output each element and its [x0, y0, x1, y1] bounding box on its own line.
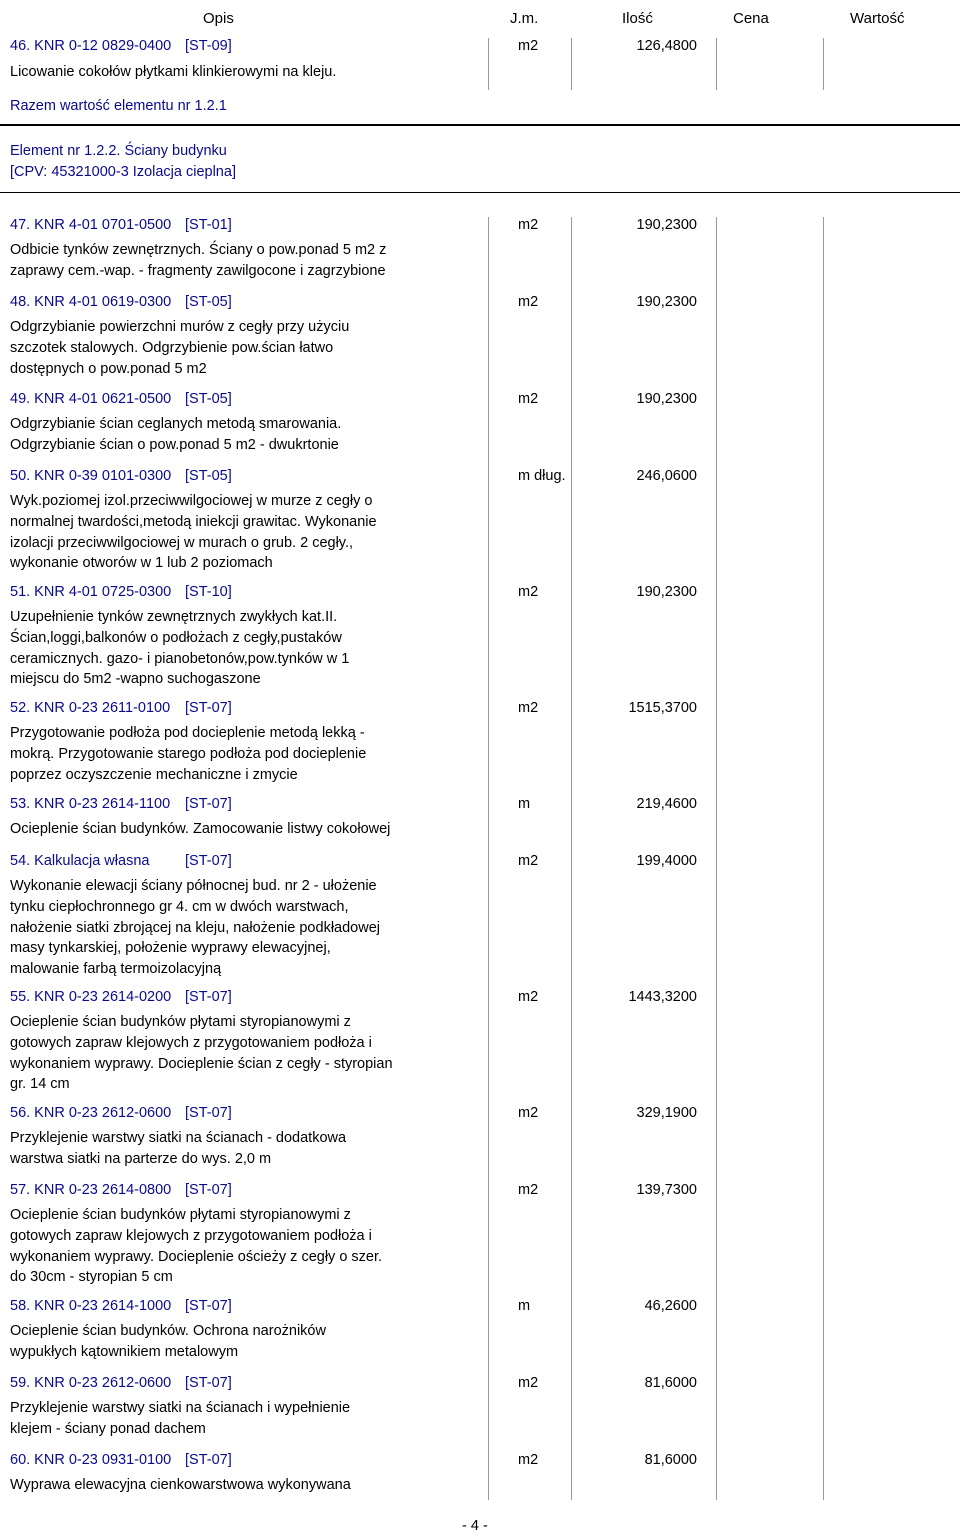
item-58-unit: m [518, 1298, 531, 1314]
item-53-desc [10, 819, 440, 840]
item-51-desc-line: ceramicznych. gazo- i pianobetonów,pow.tynków w 1 [10, 650, 350, 667]
item-56-desc-line: Przyklejenie warstwy siatki na ścianach - dodatkowa [10, 1130, 347, 1146]
item-58-position [10, 1298, 232, 1314]
item-48-spec: [ST-05] [185, 294, 232, 310]
item-59-desc [10, 1398, 440, 1440]
item-54-unit: m2 [518, 853, 539, 869]
item-54-position [10, 853, 232, 869]
item-48-desc [10, 317, 440, 379]
column-separator [488, 38, 489, 90]
item-51-spec: [ST-10] [185, 584, 232, 600]
item-52-unit: m2 [518, 700, 539, 716]
item-51-desc-line: Uzupełnienie tynków zewnętrznych zwykłych kat.II. [10, 609, 338, 625]
header-jm: J.m. [510, 10, 539, 27]
item-52-number: 52. KNR 0-23 2611-0100 [10, 700, 171, 716]
column-separator [716, 38, 717, 90]
item-59-number: 59. KNR 0-23 2612-0600 [10, 1375, 172, 1391]
item-56-desc [10, 1128, 440, 1170]
item-57-desc-line: Ocieplenie ścian budynków płytami styropianowymi z [10, 1207, 351, 1223]
item-53-unit: m [518, 796, 531, 812]
item-54-desc-line: malowanie farbą termoizolacyjną [10, 961, 222, 978]
item-55-desc-line: Ocieplenie ścian budynków płytami styropianowymi z [10, 1014, 351, 1030]
item-59-position [10, 1375, 232, 1391]
item-49-desc [10, 414, 440, 456]
item-60-spec: [ST-07] [185, 1452, 232, 1468]
item-57-desc-line: do 30cm - styropian 5 cm [10, 1269, 173, 1286]
item-53-spec: [ST-07] [185, 796, 232, 812]
item-55-qty: 1443,3200 [628, 989, 697, 1005]
item-47-desc-line: Odbicie tynków zewnętrznych. Ściany o pow.ponad 5 m2 z [10, 242, 387, 258]
item-50-desc [10, 491, 440, 574]
item-54-qty: 199,4000 [636, 853, 697, 869]
item-52-spec: [ST-07] [185, 700, 232, 716]
item-52-position [10, 700, 232, 716]
item-55-desc [10, 1012, 440, 1095]
item-56-qty: 329,1900 [636, 1105, 697, 1121]
item-55-desc-line: gotowych zapraw klejowych z przygotowaniem podłoża i [10, 1034, 372, 1051]
item-52-desc [10, 723, 440, 785]
header-cena: Cena [733, 10, 769, 27]
item-50-desc-line: izolacji przeciwwilgociowej w murach o grub. 2 cegły., [10, 534, 354, 551]
item-57-number: 57. KNR 0-23 2614-0800 [10, 1182, 172, 1198]
column-separator [823, 38, 824, 90]
item-60-desc [10, 1475, 440, 1496]
page-number: - 4 - [462, 1518, 488, 1534]
item-51-position [10, 584, 232, 600]
item-57-desc-line: wykonaniem wyprawy. Docieplenie ościeży z cegły o szer. [10, 1248, 383, 1265]
item-50-position [10, 468, 232, 484]
item-57-spec: [ST-07] [185, 1182, 232, 1198]
item-48-desc-line: Odgrzybianie powierzchni murów z cegły przy użyciu [10, 319, 350, 335]
item-57-unit: m2 [518, 1182, 539, 1198]
item-47-desc-line: zaprawy cem.-wap. - fragmenty zawilgocone i zagrzybione [10, 262, 386, 279]
header-ilosc: Ilość [622, 10, 653, 27]
item-50-unit: m dług. [518, 468, 566, 484]
item-51-number: 51. KNR 4-01 0725-0300 [10, 584, 172, 600]
item-57-qty: 139,7300 [636, 1182, 697, 1198]
item-48-desc-line: szczotek stalowych. Odgrzybienie pow.ścian łatwo [10, 339, 334, 356]
item-46-position [10, 38, 232, 54]
item-52-desc-line: poprzez oczyszczenie mechaniczne i zmycie [10, 766, 298, 783]
item-47-unit: m2 [518, 217, 539, 233]
item-46-unit: m2 [518, 38, 539, 54]
item-60-qty: 81,6000 [644, 1452, 697, 1468]
razem-label: Razem wartość elementu nr 1.2.1 [10, 98, 227, 114]
item-47-desc [10, 240, 440, 282]
element-divider [0, 192, 960, 193]
item-47-position [10, 217, 232, 233]
item-53-desc-line: Ocieplenie ścian budynków. Zamocowanie listwy cokołowej [10, 821, 391, 837]
item-55-position [10, 989, 232, 1005]
item-51-desc-line: miejscu do 5m2 -wapno suchogaszone [10, 671, 261, 688]
item-53-number: 53. KNR 0-23 2614-1100 [10, 796, 171, 812]
item-56-number: 56. KNR 0-23 2612-0600 [10, 1105, 172, 1121]
item-54-desc-line: tynku ciepłochronnego gr 4. cm w dwóch warstwach, [10, 898, 349, 915]
item-53-position [10, 796, 232, 812]
item-55-number: 55. KNR 0-23 2614-0200 [10, 989, 172, 1005]
item-47-qty: 190,2300 [636, 217, 697, 233]
item-46-desc: Licowanie cokołów płytkami klinkierowymi na kleju. [10, 64, 337, 80]
item-54-number: 54. Kalkulacja własna [10, 853, 150, 869]
item-60-desc-line: Wyprawa elewacyjna cienkowarstwowa wykonywana [10, 1477, 351, 1493]
item-54-spec: [ST-07] [185, 853, 232, 869]
item-59-qty: 81,6000 [644, 1375, 697, 1391]
column-separator [823, 217, 824, 1500]
item-46-number: 46. KNR 0-12 0829-0400 [10, 38, 172, 54]
item-49-desc-line: Odgrzybianie ścian ceglanych metodą smarowania. [10, 416, 342, 432]
item-52-desc-line: Przygotowanie podłoża pod docieplenie metodą lekką - [10, 725, 365, 741]
header-wartosc: Wartość [850, 10, 905, 27]
item-54-desc-line: Wykonanie elewacji ściany północnej bud. nr 2 - ułożenie [10, 878, 377, 894]
item-56-position [10, 1105, 232, 1121]
item-50-desc-line: wykonanie otworów w 1 lub 2 poziomach [10, 555, 273, 572]
item-49-unit: m2 [518, 391, 539, 407]
item-55-unit: m2 [518, 989, 539, 1005]
item-55-desc-line: gr. 14 cm [10, 1076, 70, 1093]
item-58-spec: [ST-07] [185, 1298, 232, 1314]
item-51-qty: 190,2300 [636, 584, 697, 600]
item-53-qty: 219,4600 [636, 796, 697, 812]
element-cpv: [CPV: 45321000-3 Izolacja cieplna] [10, 164, 236, 180]
item-55-spec: [ST-07] [185, 989, 232, 1005]
item-59-unit: m2 [518, 1375, 539, 1391]
header-opis: Opis [203, 10, 234, 27]
item-48-unit: m2 [518, 294, 539, 310]
item-60-unit: m2 [518, 1452, 539, 1468]
item-55-desc-line: wykonaniem wyprawy. Docieplenie ścian z cegły - styropian [10, 1055, 393, 1072]
item-60-number: 60. KNR 0-23 0931-0100 [10, 1452, 172, 1468]
item-54-desc [10, 876, 440, 980]
item-58-desc-line: Ocieplenie ścian budynków. Ochrona narożników [10, 1323, 326, 1339]
item-49-position [10, 391, 232, 407]
item-46-qty: 126,4800 [636, 38, 697, 54]
item-50-desc-line: normalnej twardości,metodą iniekcji grawitac. Wykonanie [10, 513, 377, 530]
item-59-spec: [ST-07] [185, 1375, 232, 1391]
item-57-position [10, 1182, 232, 1198]
item-47-spec: [ST-01] [185, 217, 232, 233]
item-50-spec: [ST-05] [185, 468, 232, 484]
item-46-spec: [ST-09] [185, 38, 232, 54]
item-58-qty: 46,2600 [644, 1298, 697, 1314]
item-52-qty: 1515,3700 [628, 700, 697, 716]
item-57-desc-line: gotowych zapraw klejowych z przygotowaniem podłoża i [10, 1227, 372, 1244]
item-56-desc-line: warstwa siatki na parterze do wys. 2,0 m [10, 1150, 272, 1167]
item-49-spec: [ST-05] [185, 391, 232, 407]
item-57-desc [10, 1205, 440, 1288]
item-60-position [10, 1452, 232, 1468]
section-divider [0, 124, 960, 126]
item-59-desc-line: Przyklejenie warstwy siatki na ścianach i wypełnienie [10, 1400, 351, 1416]
item-59-desc-line: klejem - ściany ponad dachem [10, 1420, 206, 1437]
item-56-unit: m2 [518, 1105, 539, 1121]
item-48-number: 48. KNR 4-01 0619-0300 [10, 294, 172, 310]
item-49-qty: 190,2300 [636, 391, 697, 407]
item-56-spec: [ST-07] [185, 1105, 232, 1121]
item-47-number: 47. KNR 4-01 0701-0500 [10, 217, 172, 233]
column-separator [571, 38, 572, 90]
element-title: Element nr 1.2.2. Ściany budynku [10, 143, 227, 159]
item-49-desc-line: Odgrzybianie ścian o pow.ponad 5 m2 - dwukrtonie [10, 436, 339, 453]
item-48-position [10, 294, 232, 310]
item-49-number: 49. KNR 4-01 0621-0500 [10, 391, 172, 407]
item-58-desc-line: wypukłych kątownikiem metalowym [10, 1343, 239, 1360]
item-51-desc [10, 607, 440, 690]
column-separator [571, 217, 572, 1500]
item-52-desc-line: mokrą. Przygotowanie starego podłoża pod docieplenie [10, 745, 367, 762]
column-separator [488, 217, 489, 1500]
item-58-desc [10, 1321, 440, 1363]
item-51-unit: m2 [518, 584, 539, 600]
item-48-qty: 190,2300 [636, 294, 697, 310]
item-51-desc-line: Ścian,loggi,balkonów o podłożach z cegły,pustaków [10, 629, 342, 646]
item-58-number: 58. KNR 0-23 2614-1000 [10, 1298, 172, 1314]
item-50-qty: 246,0600 [636, 468, 697, 484]
item-54-desc-line: masy tynkarskiej, położenie wyprawy elewacyjnej, [10, 940, 331, 957]
item-48-desc-line: dostępnych o pow.ponad 5 m2 [10, 360, 207, 377]
item-54-desc-line: nałożenie siatki zbrojącej na kleju, nałożenie podkładowej [10, 919, 380, 936]
column-separator [716, 217, 717, 1500]
item-50-desc-line: Wyk.poziomej izol.przeciwwilgociowej w murze z cegły o [10, 493, 373, 509]
item-50-number: 50. KNR 0-39 0101-0300 [10, 468, 172, 484]
